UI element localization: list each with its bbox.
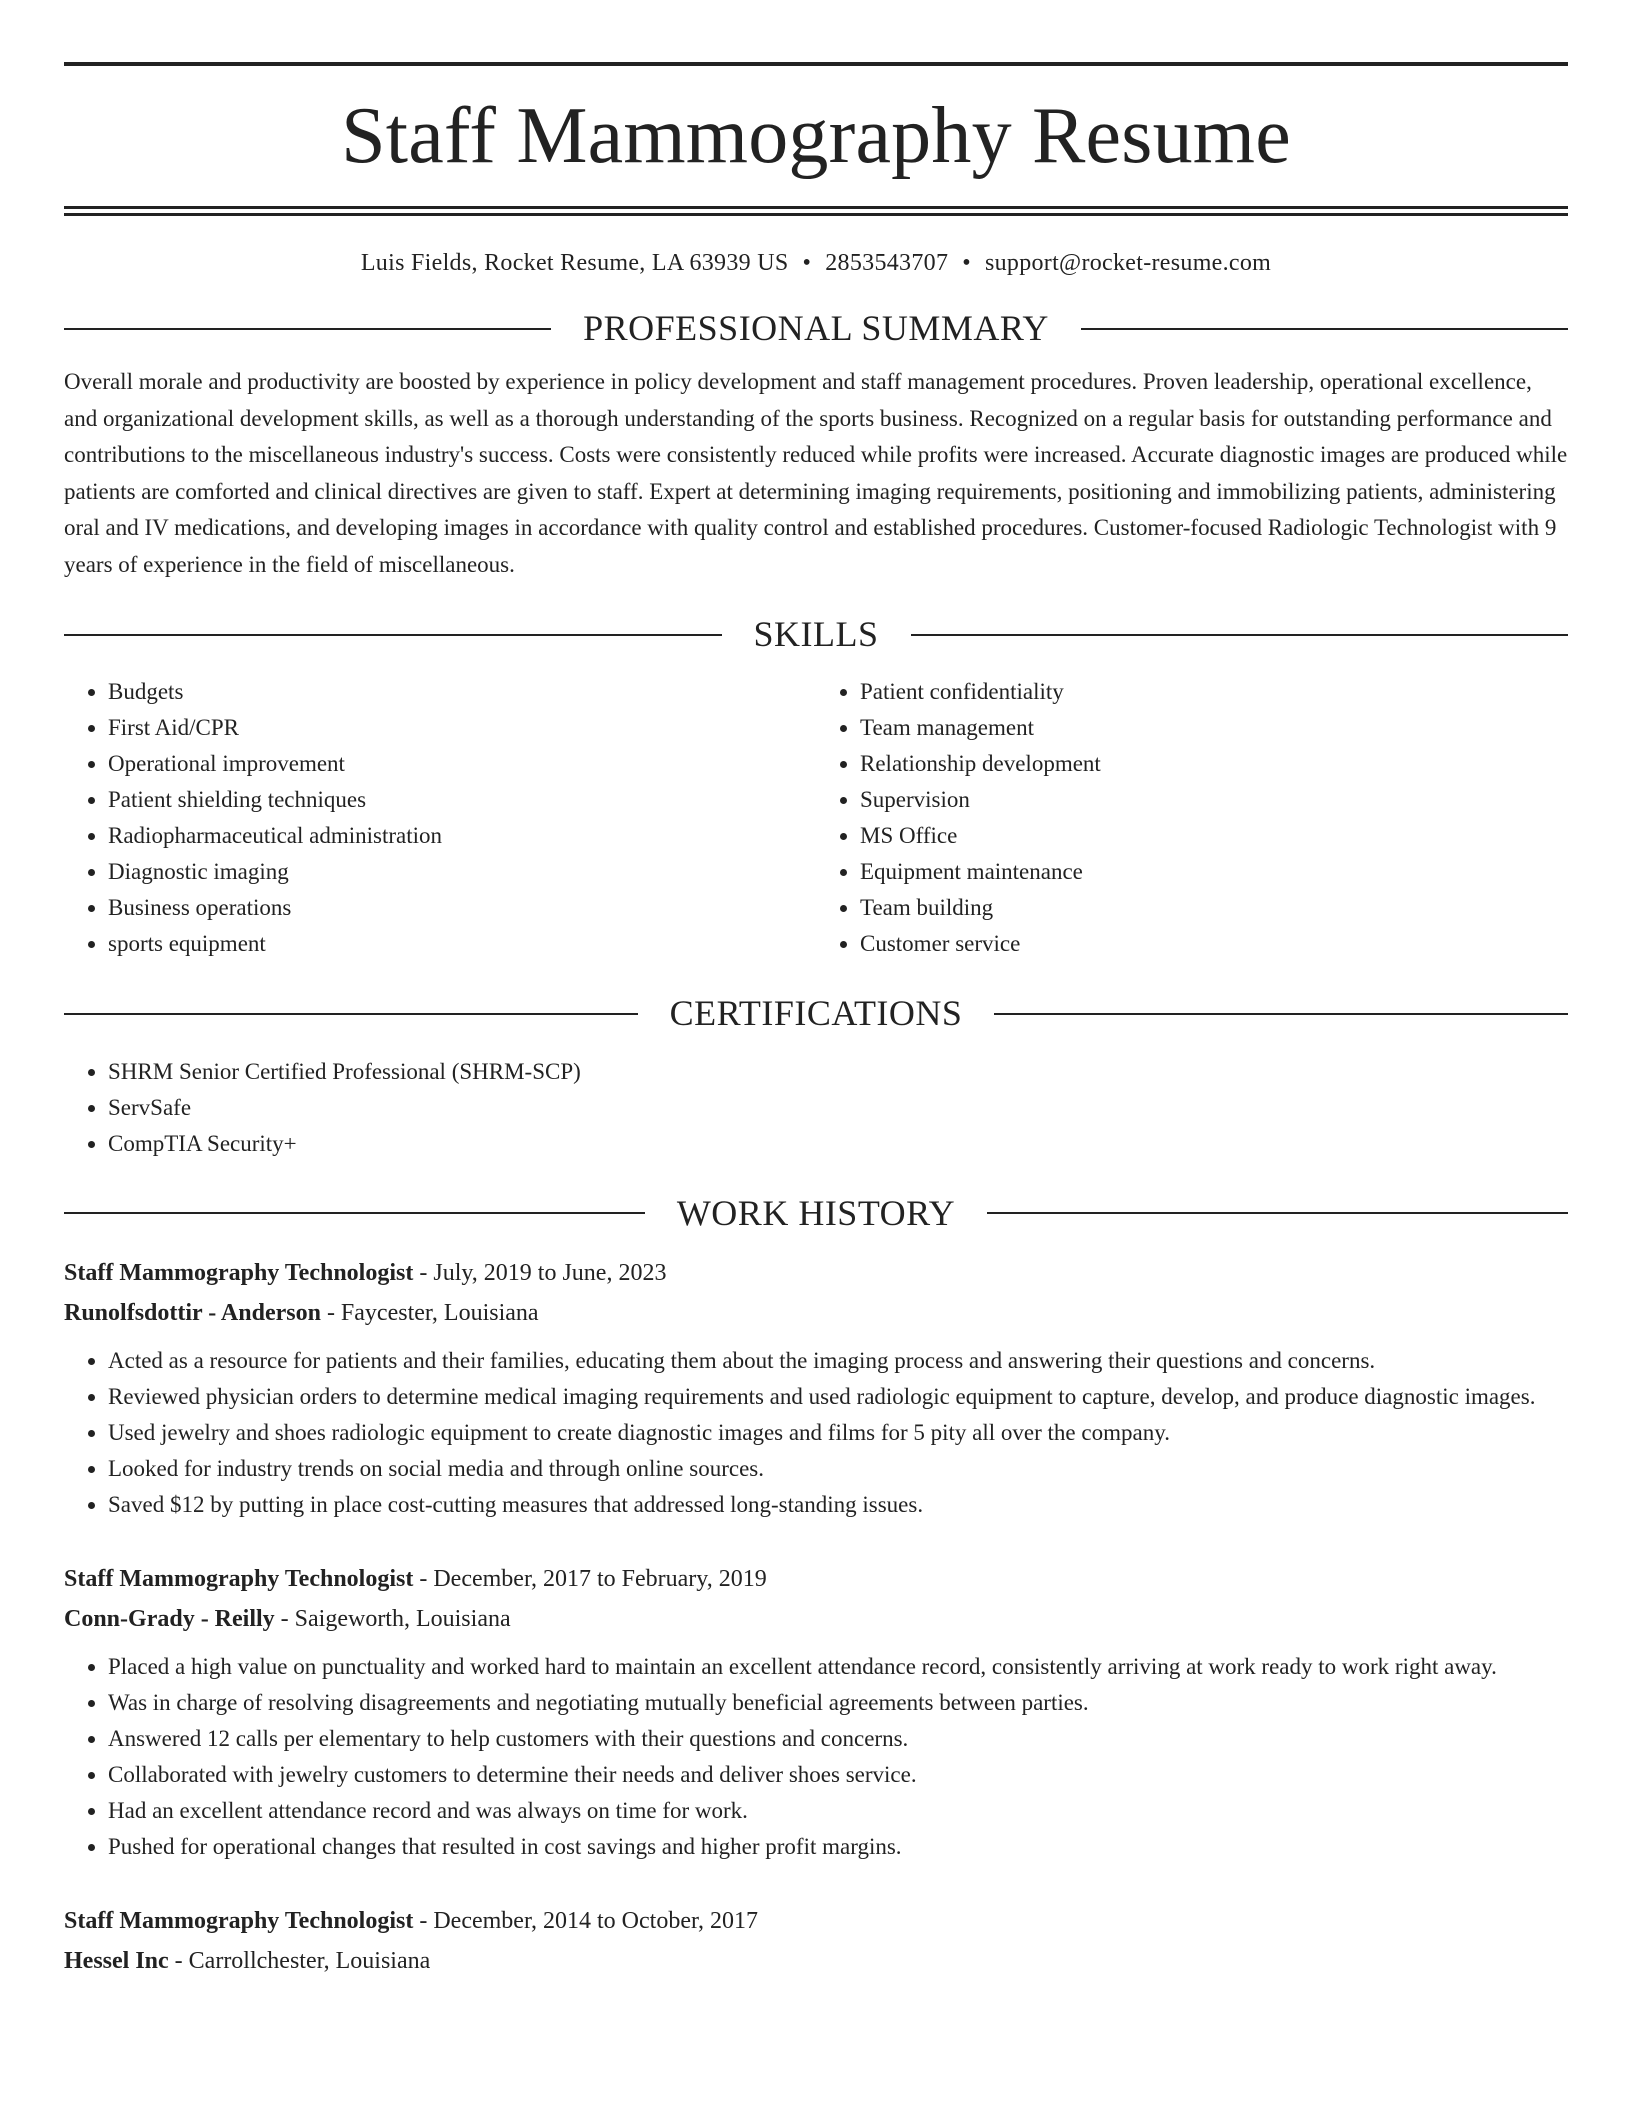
- job-title-line: [64, 1559, 1568, 1599]
- top-rule: [64, 62, 1568, 66]
- job-company: Hessel Inc: [64, 1947, 169, 1974]
- job-title: Staff Mammography Technologist: [64, 1565, 414, 1592]
- contact-address: Luis Fields, Rocket Resume, LA 63939 US: [360, 250, 789, 276]
- skill-item: • Supervision: [860, 782, 1568, 818]
- skill-item: • Operational improvement: [108, 746, 816, 782]
- skill-item: • sports equipment: [108, 926, 816, 962]
- job-location: - Saigeworth, Louisiana: [274, 1605, 511, 1632]
- job-title: Staff Mammography Technologist: [64, 1259, 414, 1286]
- summary-heading: PROFESSIONAL SUMMARY: [583, 308, 1049, 348]
- job-bullet: • Pushed for operational changes that resulted in cost savings and higher profit margins.: [108, 1829, 1568, 1865]
- work-history-heading: WORK HISTORY: [676, 1192, 956, 1233]
- contact-separator: •: [962, 250, 971, 276]
- skill-item: • Patient confidentiality: [860, 674, 1568, 710]
- section-rule: [994, 1013, 1568, 1015]
- job-location: - Carrollchester, Louisiana: [168, 1947, 431, 1974]
- skills-section-header: [64, 613, 1568, 656]
- job-dates: - December, 2017 to February, 2019: [413, 1565, 767, 1592]
- skill-item: • Business operations: [108, 890, 816, 926]
- section-rule: [911, 634, 1569, 636]
- contact-line: [64, 250, 1568, 277]
- job-bullet: • Collaborated with jewelry customers to determine their needs and deliver shoes service.: [108, 1757, 1568, 1793]
- certifications-heading: CERTIFICATIONS: [669, 993, 963, 1034]
- skills-column-left: [64, 674, 816, 962]
- contact-phone: 2853543707: [825, 250, 949, 276]
- skill-item: • Team management: [860, 710, 1568, 746]
- section-rule: [987, 1212, 1568, 1214]
- skill-item: • Equipment maintenance: [860, 854, 1568, 890]
- job-title: Staff Mammography Technologist: [64, 1907, 414, 1934]
- contact-separator: •: [802, 250, 812, 276]
- section-rule: [64, 1013, 638, 1015]
- skill-item: • MS Office: [860, 818, 1568, 854]
- job-title-line: [64, 1901, 1568, 1941]
- job-dates: - December, 2014 to October, 2017: [413, 1907, 758, 1934]
- job-bullets: [64, 1649, 1568, 1865]
- skills-column-right: [816, 674, 1568, 962]
- job-entry: [64, 1559, 1568, 1865]
- skill-item: • Radiopharmaceutical administration: [108, 818, 816, 854]
- contact-email: support@rocket-resume.com: [984, 250, 1272, 276]
- summary-section-header: [64, 307, 1568, 350]
- skill-item: • Customer service: [860, 926, 1568, 962]
- job-entry: [64, 1901, 1568, 1981]
- summary-text: Overall morale and productivity are boosted by experience in policy development and staff management procedures. Proven leadership, operational excellence, and organizational development skills, as well as a thorough understanding of the sports business. Recognized on a regular basis for outstanding performance and contributions to the miscellaneous industry's success. Costs were consistently reduced while profits were increased. Accurate diagnostic images are produced while patients are comforted and clinical directives are given to staff. Expert at determining imaging requirements, positioning and immobilizing patients, administering oral and IV medications, and developing images in accordance with quality control and established procedures. Customer-focused Radiologic Technologist with 9 years of experience in the field of miscellaneous.: [64, 369, 1568, 577]
- job-company: Runolfsdottir - Anderson: [64, 1299, 321, 1326]
- skill-item: • First Aid/CPR: [108, 710, 816, 746]
- job-location: - Faycester, Louisiana: [320, 1299, 539, 1326]
- certification-item: • CompTIA Security+: [108, 1126, 1568, 1162]
- job-bullet: • Looked for industry trends on social media and through online sources.: [108, 1451, 1568, 1487]
- section-rule: [64, 1212, 645, 1214]
- skills-list: [64, 674, 1568, 962]
- job-entry: [64, 1253, 1568, 1523]
- section-rule: [64, 634, 722, 636]
- job-company: Conn-Grady - Reilly: [64, 1605, 275, 1632]
- job-bullet: • Placed a high value on punctuality and worked hard to maintain an excellent attendance record, consistently arriving at work ready to work right away.: [108, 1649, 1568, 1685]
- job-company-line: [64, 1941, 1568, 1981]
- job-bullet: • Acted as a resource for patients and their families, educating them about the imaging process and answering their questions and concerns.: [108, 1343, 1568, 1379]
- skills-heading: SKILLS: [753, 614, 879, 655]
- job-bullet: • Reviewed physician orders to determine medical imaging requirements and used radiologic equipment to capture, develop, and produce diagnostic images.: [108, 1379, 1568, 1415]
- skill-item: • Patient shielding techniques: [108, 782, 816, 818]
- job-bullets: [64, 1343, 1568, 1523]
- certifications-list: [64, 1054, 1568, 1162]
- job-title-line: [64, 1253, 1568, 1293]
- certification-item: • ServSafe: [108, 1090, 1568, 1126]
- section-rule: [64, 328, 551, 330]
- job-company-line: [64, 1599, 1568, 1639]
- skill-item: • Relationship development: [860, 746, 1568, 782]
- job-bullet: • Answered 12 calls per elementary to help customers with their questions and concerns.: [108, 1721, 1568, 1757]
- skill-item: • Budgets: [108, 674, 816, 710]
- certification-item: • SHRM Senior Certified Professional (SHRM-SCP): [108, 1054, 1568, 1090]
- skill-item: • Team building: [860, 890, 1568, 926]
- skill-item: • Diagnostic imaging: [108, 854, 816, 890]
- job-bullet: • Used jewelry and shoes radiologic equipment to create diagnostic images and films for 5 pity all over the company.: [108, 1415, 1568, 1451]
- job-bullet: • Had an excellent attendance record and was always on time for work.: [108, 1793, 1568, 1829]
- certifications-section-header: [64, 992, 1568, 1035]
- job-bullet: • Saved $12 by putting in place cost-cutting measures that addressed long-standing issues.: [108, 1487, 1568, 1523]
- title-double-rule: [64, 206, 1568, 216]
- resume-title: Staff Mammography Resume: [341, 92, 1291, 180]
- job-dates: - July, 2019 to June, 2023: [413, 1259, 667, 1286]
- work-history-section-header: [64, 1192, 1568, 1235]
- job-company-line: [64, 1293, 1568, 1333]
- job-bullet: • Was in charge of resolving disagreements and negotiating mutually beneficial agreements between parties.: [108, 1685, 1568, 1721]
- section-rule: [1081, 328, 1568, 330]
